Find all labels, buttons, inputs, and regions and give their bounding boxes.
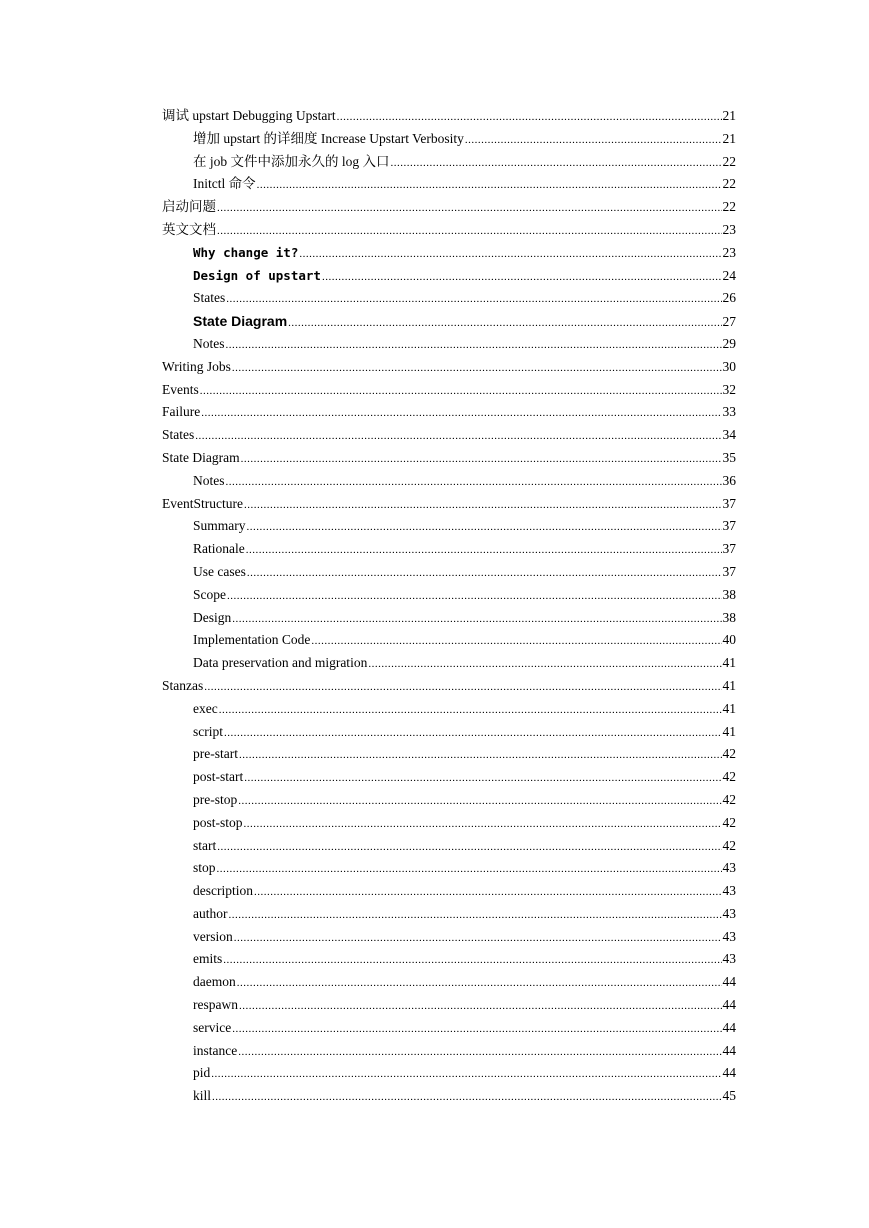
toc-entry[interactable]	[162, 926, 736, 949]
toc-entry-title: Initctl 命令	[193, 176, 256, 192]
toc-dot-leader	[229, 904, 722, 927]
toc-dot-leader	[217, 220, 722, 243]
toc-dot-leader	[226, 334, 722, 357]
toc-entry[interactable]	[162, 173, 736, 196]
toc-entry[interactable]	[162, 652, 736, 675]
toc-entry[interactable]	[162, 356, 736, 379]
toc-entry[interactable]	[162, 1062, 736, 1085]
toc-dot-leader	[232, 1018, 721, 1041]
toc-entry-title: author	[193, 905, 228, 921]
toc-dot-leader	[238, 1041, 721, 1064]
toc-dot-leader	[465, 129, 722, 152]
toc-entry-title: Use cases	[193, 563, 246, 579]
toc-dot-leader	[322, 266, 722, 289]
toc-entry[interactable]	[162, 424, 736, 447]
toc-entry-title: version	[193, 928, 233, 944]
toc-entry-page-number: 43	[722, 860, 736, 876]
toc-entry[interactable]	[162, 789, 736, 812]
toc-entry-page-number: 34	[722, 427, 736, 443]
toc-entry-page-number: 29	[722, 335, 736, 351]
toc-entry-page-number: 23	[722, 244, 736, 260]
toc-dot-leader	[234, 927, 722, 950]
toc-dot-leader	[299, 243, 721, 266]
toc-entry-page-number: 41	[722, 677, 736, 693]
toc-entry[interactable]	[162, 971, 736, 994]
toc-entry-title: script	[193, 723, 223, 739]
toc-dot-leader	[237, 972, 722, 995]
toc-entry-page-number: 30	[722, 358, 736, 374]
toc-dot-leader	[247, 516, 722, 539]
toc-dot-leader	[239, 744, 722, 767]
toc-entry-page-number: 45	[722, 1088, 736, 1104]
toc-entry-title: service	[193, 1019, 232, 1035]
toc-entry[interactable]	[162, 265, 736, 288]
toc-entry-page-number: 37	[722, 541, 736, 557]
toc-entry-title: Notes	[193, 335, 225, 351]
toc-dot-leader	[311, 630, 721, 653]
toc-entry-title: Why change it?	[193, 244, 299, 260]
toc-entry[interactable]	[162, 310, 736, 333]
toc-dot-leader	[257, 174, 722, 197]
toc-entry-title: Stanzas	[162, 677, 204, 693]
toc-entry-page-number: 44	[722, 1019, 736, 1035]
toc-entry-title: pre-start	[193, 746, 238, 762]
toc-entry-title: respawn	[193, 997, 238, 1013]
toc-entry-page-number: 44	[722, 974, 736, 990]
toc-entry-page-number: 32	[722, 381, 736, 397]
toc-entry[interactable]	[162, 128, 736, 151]
toc-entry-page-number: 38	[722, 609, 736, 625]
toc-entry-title: Notes	[193, 472, 225, 488]
toc-dot-leader	[204, 676, 721, 699]
toc-entry[interactable]	[162, 1085, 736, 1108]
table-of-contents	[162, 105, 736, 1108]
toc-entry-page-number: 26	[722, 290, 736, 306]
toc-entry-page-number: 36	[722, 472, 736, 488]
toc-entry[interactable]	[162, 151, 736, 174]
toc-entry[interactable]	[162, 219, 736, 242]
toc-entry-title: Summary	[193, 518, 246, 534]
toc-entry[interactable]	[162, 766, 736, 789]
toc-entry[interactable]	[162, 493, 736, 516]
toc-entry-title: daemon	[193, 974, 236, 990]
toc-entry[interactable]	[162, 857, 736, 880]
toc-dot-leader	[227, 585, 722, 608]
toc-entry[interactable]	[162, 561, 736, 584]
toc-entry-title: Implementation Code	[193, 632, 311, 648]
toc-dot-leader	[211, 1063, 721, 1086]
toc-entry[interactable]	[162, 105, 736, 128]
toc-entry-title: stop	[193, 860, 216, 876]
toc-entry[interactable]	[162, 379, 736, 402]
toc-dot-leader	[201, 402, 721, 425]
toc-entry-title: Writing Jobs	[162, 358, 231, 374]
toc-dot-leader	[241, 448, 722, 471]
toc-dot-leader	[288, 312, 721, 335]
toc-entry-title: State Diagram	[162, 449, 240, 465]
toc-dot-leader	[246, 539, 722, 562]
toc-entry-title: exec	[193, 700, 218, 716]
toc-entry-title: EventStructure	[162, 495, 243, 511]
toc-dot-leader	[391, 152, 722, 175]
toc-entry-page-number: 43	[722, 883, 736, 899]
toc-entry-page-number: 22	[722, 176, 736, 192]
toc-entry-title: 增加 upstart 的详细度 Increase Upstart Verbosity	[193, 130, 464, 146]
toc-entry-page-number: 23	[722, 221, 736, 237]
toc-entry[interactable]	[162, 1040, 736, 1063]
toc-dot-leader	[232, 608, 721, 631]
toc-entry-title: post-stop	[193, 814, 243, 830]
toc-entry-page-number: 37	[722, 518, 736, 534]
toc-entry[interactable]	[162, 721, 736, 744]
toc-entry[interactable]	[162, 470, 736, 493]
toc-entry[interactable]	[162, 447, 736, 470]
toc-entry-title: Rationale	[193, 541, 245, 557]
toc-entry-page-number: 43	[722, 928, 736, 944]
toc-dot-leader	[217, 197, 722, 220]
toc-entry-title: 启动问题	[162, 199, 216, 215]
toc-entry-title: start	[193, 837, 217, 853]
toc-entry-title: Events	[162, 381, 199, 397]
toc-entry-title: Design	[193, 609, 232, 625]
toc-entry-title: kill	[193, 1088, 212, 1104]
toc-dot-leader	[232, 357, 722, 380]
toc-entry-title: description	[193, 883, 253, 899]
toc-entry-page-number: 41	[722, 723, 736, 739]
toc-entry[interactable]	[162, 607, 736, 630]
toc-entry-page-number: 43	[722, 951, 736, 967]
toc-entry-page-number: 42	[722, 837, 736, 853]
toc-entry-title: post-start	[193, 769, 244, 785]
toc-entry[interactable]	[162, 515, 736, 538]
toc-entry-page-number: 44	[722, 1065, 736, 1081]
toc-entry[interactable]	[162, 401, 736, 424]
toc-dot-leader	[219, 699, 722, 722]
toc-entry-page-number: 40	[722, 632, 736, 648]
toc-dot-leader	[217, 836, 721, 859]
toc-dot-leader	[195, 425, 721, 448]
toc-entry[interactable]	[162, 948, 736, 971]
toc-entry-title: instance	[193, 1042, 238, 1058]
toc-entry[interactable]	[162, 196, 736, 219]
toc-entry-page-number: 33	[722, 404, 736, 420]
toc-dot-leader	[244, 813, 722, 836]
toc-entry-title: 在 job 文件中添加永久的 log 入口	[193, 153, 390, 169]
toc-entry[interactable]	[162, 903, 736, 926]
toc-dot-leader	[224, 722, 722, 745]
toc-dot-leader	[247, 562, 722, 585]
toc-dot-leader	[239, 995, 722, 1018]
toc-entry[interactable]	[162, 835, 736, 858]
toc-entry-page-number: 42	[722, 791, 736, 807]
toc-entry-page-number: 42	[722, 769, 736, 785]
toc-entry-page-number: 37	[722, 495, 736, 511]
toc-entry-title: Scope	[193, 586, 226, 602]
toc-dot-leader	[368, 653, 721, 676]
toc-entry-page-number: 21	[722, 108, 736, 123]
toc-entry-title: Data preservation and migration	[193, 655, 368, 671]
toc-entry[interactable]	[162, 880, 736, 903]
toc-entry-page-number: 37	[722, 563, 736, 579]
toc-entry[interactable]	[162, 743, 736, 766]
toc-entry[interactable]	[162, 242, 736, 265]
toc-entry-title: emits	[193, 951, 223, 967]
toc-entry[interactable]	[162, 994, 736, 1017]
toc-entry-page-number: 38	[722, 586, 736, 602]
toc-entry-page-number: 41	[722, 655, 736, 671]
toc-entry[interactable]	[162, 812, 736, 835]
toc-entry-title: pre-stop	[193, 791, 238, 807]
toc-entry-title: States	[162, 427, 195, 443]
toc-dot-leader	[217, 858, 722, 881]
toc-dot-leader	[337, 106, 722, 129]
toc-entry-title: 调试 upstart Debugging Upstart	[162, 108, 336, 123]
toc-entry-title: States	[193, 290, 226, 306]
toc-entry-page-number: 42	[722, 746, 736, 762]
toc-entry-page-number: 42	[722, 814, 736, 830]
toc-dot-leader	[226, 288, 721, 311]
toc-entry-page-number: 43	[722, 905, 736, 921]
toc-entry-title: 英文文档	[162, 221, 216, 237]
toc-dot-leader	[226, 471, 722, 494]
toc-entry[interactable]	[162, 333, 736, 356]
toc-entry-title: Design of upstart	[193, 267, 321, 283]
toc-entry-page-number: 41	[722, 700, 736, 716]
toc-dot-leader	[212, 1086, 721, 1109]
toc-dot-leader	[223, 949, 721, 972]
toc-entry[interactable]	[162, 629, 736, 652]
toc-entry[interactable]	[162, 698, 736, 721]
toc-entry[interactable]	[162, 287, 736, 310]
toc-entry[interactable]	[162, 675, 736, 698]
toc-dot-leader	[244, 494, 722, 517]
toc-dot-leader	[254, 881, 722, 904]
toc-entry-page-number: 24	[722, 267, 736, 283]
toc-entry-title: State Diagram	[193, 313, 288, 330]
toc-entry-page-number: 22	[722, 153, 736, 169]
toc-dot-leader	[200, 380, 722, 403]
toc-entry-page-number: 44	[722, 997, 736, 1013]
toc-entry-title: pid	[193, 1065, 211, 1081]
toc-dot-leader	[244, 767, 721, 790]
toc-entry-page-number: 27	[722, 314, 736, 330]
toc-entry[interactable]	[162, 584, 736, 607]
toc-entry-title: Failure	[162, 404, 201, 420]
toc-entry-page-number: 35	[722, 449, 736, 465]
toc-entry[interactable]	[162, 1017, 736, 1040]
toc-entry[interactable]	[162, 538, 736, 561]
toc-entry-page-number: 44	[722, 1042, 736, 1058]
toc-entry-page-number: 22	[722, 199, 736, 215]
toc-entry-page-number: 21	[722, 130, 736, 146]
toc-dot-leader	[238, 790, 721, 813]
